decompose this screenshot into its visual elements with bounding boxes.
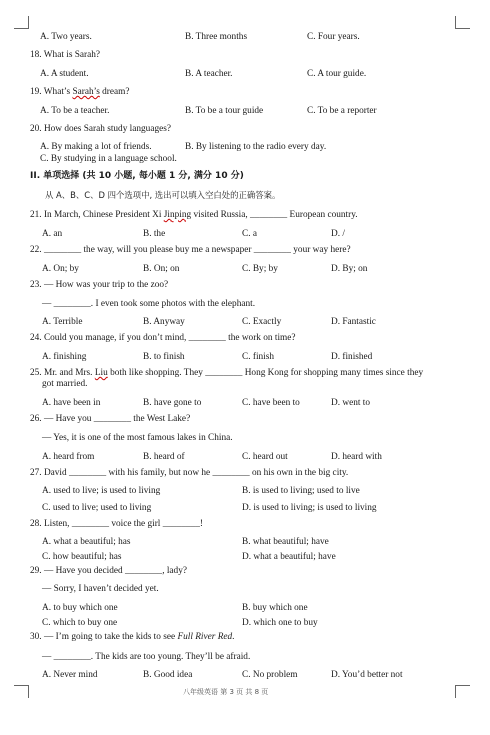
q30-option-c: C. No problem (242, 670, 298, 680)
q22-option-d: D. By; on (331, 264, 368, 274)
q30-response (0, 651, 490, 664)
q21-option-b: B. the (143, 229, 166, 239)
q28-option-c: C. how beautiful; has (42, 552, 122, 562)
q26-options (0, 451, 490, 464)
q21-option-d: D. / (331, 229, 345, 239)
q21-option-c: C. a (242, 229, 257, 239)
q23-options (0, 316, 490, 329)
q27-option-a: A. used to live; is used to living (42, 486, 161, 496)
q24-option-c: C. finish (242, 352, 275, 362)
q18-option-b: B. A teacher. (185, 69, 233, 79)
q20-option-c: C. By studying in a language school. (40, 154, 177, 164)
q24-option-d: D. finished (331, 352, 373, 362)
q27-options-row2 (0, 502, 490, 515)
q21-text: 21. In March, Chinese President Xi Jinping visited Russia, ________ European country. (30, 210, 358, 220)
q17-options (0, 31, 490, 44)
q23-option-c: C. Exactly (242, 317, 282, 327)
q24-option-b: B. to finish (143, 352, 185, 362)
q18-option-c: C. A tour guide. (307, 69, 367, 79)
q28-question (0, 518, 490, 531)
q30-question (0, 631, 490, 644)
q26-question (0, 413, 490, 426)
q17-option-a: A. Two years. (40, 32, 92, 42)
q30-text: 30. — I’m going to take the kids to see Full River Red. (30, 632, 235, 642)
q22-option-a: A. On; by (42, 264, 79, 274)
q29-options-row1 (0, 602, 490, 615)
q22-option-b: B. On; on (143, 264, 180, 274)
q25-option-a: A. have been in (42, 398, 101, 408)
page-footer-text: 八年级英语 第 3 页 共 8 页 (183, 688, 269, 696)
q29-option-a: A. to buy which one (42, 603, 118, 613)
q20-text: 20. How does Sarah study languages? (30, 124, 171, 134)
section-instruction (0, 189, 490, 202)
q27-question (0, 467, 490, 480)
q23-question (0, 279, 490, 292)
q28-option-b: B. what beautiful; have (242, 537, 329, 547)
crop-mark-top-left (14, 16, 29, 29)
q24-question (0, 332, 490, 345)
q19-option-b: B. To be a tour guide (185, 106, 264, 116)
q22-option-c: C. By; by (242, 264, 278, 274)
q19-text: 19. What’s Sarah’s dream? (30, 87, 130, 97)
q22-question (0, 244, 490, 257)
q27-options-row1 (0, 485, 490, 498)
q17-option-c: C. Four years. (307, 32, 360, 42)
q30-options (0, 669, 490, 682)
q23-option-d: D. Fantastic (331, 317, 376, 327)
q28-option-d: D. what a beautiful; have (242, 552, 336, 562)
q29-response (0, 583, 490, 596)
q26-option-a: A. heard from (42, 452, 95, 462)
q27-option-b: B. is used to living; used to live (242, 486, 360, 496)
q27-option-c: C. used to live; used to living (42, 503, 152, 513)
q21-question (0, 209, 490, 222)
section-2-instruction: 从 A、B、C、D 四个选项中, 选出可以填入空白处的正确答案。 (45, 190, 281, 200)
q20-options-row2 (0, 153, 490, 166)
q21-options (0, 228, 490, 241)
q29-text2: — Sorry, I haven’t decided yet. (42, 584, 159, 594)
section-heading (0, 170, 490, 183)
q23-text: 23. — How was your trip to the zoo? (30, 280, 169, 290)
q25-question-cont (0, 378, 490, 391)
q25-option-c: C. have been to (242, 398, 300, 408)
q30-option-d: D. You’d better not (331, 670, 403, 680)
q20-option-a: A. By making a lot of friends. (40, 142, 152, 152)
q23-text2: — ________. I even took some photos with the elephant. (42, 299, 256, 309)
q18-option-a: A. A student. (40, 69, 89, 79)
q25-options (0, 397, 490, 410)
q19-question (0, 86, 490, 99)
q18-options (0, 68, 490, 81)
q29-option-d: D. which one to buy (242, 618, 318, 628)
q28-options-row2 (0, 551, 490, 564)
q29-options-row2 (0, 617, 490, 630)
q28-text: 28. Listen, ________ voice the girl ________! (30, 519, 204, 529)
q20-question (0, 123, 490, 136)
q18-question (0, 49, 490, 62)
q29-option-c: C. which to buy one (42, 618, 118, 628)
q22-text: 22. ________ the way, will you please buy me a newspaper ________ your way here? (30, 245, 351, 255)
q26-text2: — Yes, it is one of the most famous lakes in China. (42, 433, 233, 443)
q29-text: 29. — Have you decided ________, lady? (30, 566, 187, 576)
q30-option-a: A. Never mind (42, 670, 98, 680)
q24-options (0, 351, 490, 364)
q21-option-a: A. an (42, 229, 63, 239)
q26-option-b: B. heard of (143, 452, 185, 462)
q23-option-b: B. Anyway (143, 317, 185, 327)
q28-options-row1 (0, 536, 490, 549)
q23-response (0, 298, 490, 311)
q28-option-a: A. what a beautiful; has (42, 537, 131, 547)
q18-text: 18. What is Sarah? (30, 50, 101, 60)
q20-option-b: B. By listening to the radio every day. (185, 142, 327, 152)
q29-question (0, 565, 490, 578)
q29-option-b: B. buy which one (242, 603, 308, 613)
q19-options (0, 105, 490, 118)
q25-option-d: D. went to (331, 398, 370, 408)
q26-option-c: C. heard out (242, 452, 288, 462)
page-footer (0, 686, 490, 699)
q26-text: 26. — Have you ________ the West Lake? (30, 414, 191, 424)
q30-option-b: B. Good idea (143, 670, 193, 680)
q26-response (0, 432, 490, 445)
q23-option-a: A. Terrible (42, 317, 83, 327)
q17-option-b: B. Three months (185, 32, 248, 42)
q25-text: 25. Mr. and Mrs. Liu both like shopping. They ________ Hong Kong for shopping many times since they (30, 368, 424, 378)
section-2-title: II. 单项选择 (共 10 小题, 每小题 1 分, 满分 10 分) (30, 171, 244, 181)
q25-option-b: B. have gone to (143, 398, 202, 408)
q19-option-c: C. To be a reporter (307, 106, 377, 116)
crop-mark-top-right (455, 16, 470, 29)
q27-text: 27. David ________ with his family, but now he ________ on his own in the big city. (30, 468, 349, 478)
q22-options (0, 263, 490, 276)
q24-option-a: A. finishing (42, 352, 87, 362)
q24-text: 24. Could you manage, if you don’t mind, ________ the work on time? (30, 333, 296, 343)
q25-text2: got married. (42, 379, 88, 389)
q30-text2: — ________. The kids are too young. They’ll be afraid. (42, 652, 251, 662)
q27-option-d: D. is used to living; is used to living (242, 503, 377, 513)
q19-option-a: A. To be a teacher. (40, 106, 110, 116)
q26-option-d: D. heard with (331, 452, 382, 462)
